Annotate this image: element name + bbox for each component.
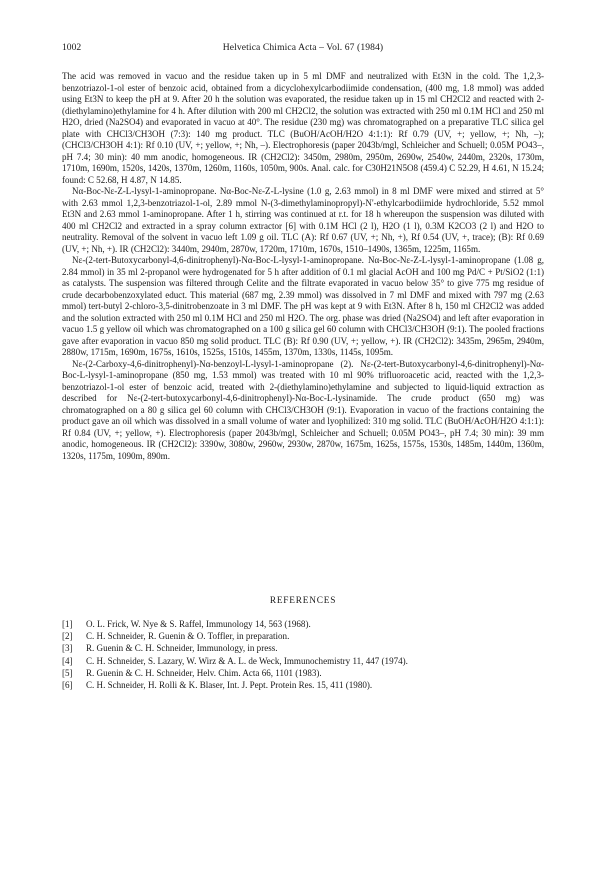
page-number: 1002 — [62, 42, 82, 53]
reference-text: O. L. Frick, W. Nye & S. Raffel, Immunology 14, 563 (1968). — [86, 619, 311, 629]
references-heading: REFERENCES — [269, 596, 337, 606]
reference-number: [4] — [62, 655, 73, 666]
reference-text: R. Guenin & C. H. Schneider, Helv. Chim. Acta 66, 1101 (1983). — [86, 667, 322, 678]
reference-number: [1] — [62, 619, 73, 629]
reference-item — [62, 642, 544, 654]
running-header — [62, 42, 544, 56]
paragraph: The acid was removed in vacuo and the residue taken up in 5 ml DMF and neutralized with Et3N in the cold. The 1,2,3-benzotriazol-1-ol ester of benzoic acid, obtained from a dicyclohexylcarbodiimide condensation, (400 mg, 1.8 mmol) was added using Et3N to keep the pH at 9. After 20 h the solution was evaporated, the residue taken up in 15 ml CH2Cl2 and reacted with 2-(diethylamino)ethylamine for 4 h. After dilution with 200 ml CH2Cl2, the solution was extracted with 250 ml 0.1M HCl and 250 ml H2O, dried (Na2SO4) and evaporated in vacuo at 40°. The residue (230 mg) was chromatographed on a preparative TLC silica gel plate with CHCl3/CH3OH (7:3): 140 mg product. TLC (BuOH/AcOH/H2O 4:1:1): Rf 0.79 (UV, +; yellow, +; Nh, –); (CHCl3/CH3OH 4:1): Rf 0.10 (UV, +; yellow, +; Nh, –). Electrophoresis (paper 2043b/mgl, Schleicher and Schuell; 0.05M PO43–, pH 7.4; 30 min): 40 mm anodic, homogeneous. IR (CH2Cl2): 3450m, 2980m, 2950m, 2690w, 2540w, 2440m, 2320s, 1730m, 1710m, 1690m, 1520s, 1420s, 1370m, 1260m, 1160s, 1050m, 900s. Anal. calc. for C30H21N5O8 (459.4) C 52.29, H 4.61, N 15.24; found: C 52.68, H 4.87, N 14.85. — [62, 71, 544, 185]
journal-title: Helvetica Chimica Acta – Vol. 67 (1984) — [222, 42, 384, 53]
paragraph: Nε-(2-tert-Butoxycarbonyl-4,6-dinitrophenyl)-Nα-Boc-L-lysyl-1-aminopropane. Nα-Boc-Nε-Z-L-lysyl-1-aminopropane (1.08 g, 2.84 mmol) in 35 ml 2-propanol were hydrogenated for 5 h after addition of 0.1 ml glacial AcOH and 100 mg Pd/C + Pt/SiO2 (1:1) as catalysts. The suspension was filtered through Celite and the filtrate evaporated in vacuo below 35° to give 775 mg residue of crude decarbobenzoxylated educt. This material (687 mg, 2.39 mmol) was dissolved in 7 ml DMF and mixed with 797 mg (2.63 mmol) tert-butyl 2-chloro-3,5-dinitrobenzoate in 3 ml DMF. The pH was kept at 9 with Et3N. After 8 h, 150 ml CH2Cl2 was added and the solution extracted with 250 ml 0.1M HCl and 250 ml H2O. The org. phase was dried (Na2SO4) and left after evaporation in vacuo 1.5 g yellow oil which was chromatographed on a 100 g silica gel 60 column with CHCl3/CH3OH (9:1). The pooled fractions gave after evaporation in vacuo 850 mg solid product. TLC (B): Rf 0.90 (UV, +; yellow, +). IR (CH2Cl2): 3435m, 2965m, 2940m, 2880w, 1715m, 1690m, 1675s, 1610s, 1525s, 1510s, 1455m, 1370m, 1330s, 1145s, 1095m. — [62, 255, 544, 357]
reference-item — [62, 655, 544, 667]
reference-text: C. H. Schneider, S. Lazary, W. Wirz & A. L. de Weck, Immunochemistry 11, 447 (1974). — [86, 655, 408, 666]
reference-number: [5] — [62, 667, 73, 678]
reference-item — [62, 630, 544, 642]
reference-item — [62, 679, 544, 691]
reference-number: [3] — [62, 643, 73, 654]
article-body — [62, 71, 544, 462]
reference-list — [62, 618, 544, 691]
reference-text: R. Guenin & C. H. Schneider, Immunology, in press. — [86, 643, 278, 654]
reference-item — [62, 618, 544, 630]
paragraph: Nε-(2-Carboxy-4,6-dinitrophenyl)-Nα-benzoyl-L-lysyl-1-aminopropane (2). Nε-(2-tert-Butoxycarbonyl-4,6-dinitrophenyl)-Nα-Boc-L-lysyl-1-aminopropane (850 mg, 1.53 mmol) was treated with 10 ml 90% trifluoroacetic acid, reacted with the 1,2,3-benzotriazol-1-ol ester of benzoic acid, treated with 2-(diethylamino)ethylamine and subjected to liquid-liquid extraction as described for Nε-(2-tert-butoxycarbonyl-4,6-dinitrophenyl)-Nα-Boc-L-lysinamide. The crude product (650 mg) was chromatographed on a 80 g silica gel 60 column with CHCl3/CH3OH (9:1). Evaporation in vacuo of the fractions containing the product gave an oil which was dissolved in a small volume of water and lyophilized: 310 mg solid. TLC (BuOH/AcOH/H2O 4:1:1): Rf 0.84 (UV, +; yellow, +). Electrophoresis (paper 2043b/mgl, Schleicher and Schuell; 0.05M PO43–, pH 7.4; 30 min): 39 mm anodic, homogeneous. IR (CH2Cl2): 3390w, 3080w, 2960w, 2930w, 2870w, 1675m, 1625s, 1575s, 1530s, 1485m, 1440m, 1360m, 1320s, 1175m, 1090m, 890m. — [62, 358, 544, 461]
reference-text: C. H. Schneider, R. Guenin & O. Toffler, in preparation. — [86, 631, 290, 642]
reference-item — [62, 667, 544, 679]
reference-text: C. H. Schneider, H. Rolli & K. Blaser, Int. J. Pept. Protein Res. 15, 411 (1980). — [86, 680, 373, 691]
paragraph: Nα-Boc-Nε-Z-L-lysyl-1-aminopropane. Nα-Boc-Nε-Z-L-lysine (1.0 g, 2.63 mmol) in 8 ml DMF were mixed and stirred at 5° with 2.63 mmol 1,2,3-benzotriazol-1-ol, 2.89 mmol N-(3-dimethylaminopropyl)-N'-ethylcarbodiimide hydrochloride, 5.52 mmol Et3N and 2.63 mmol 1-aminopropane. After 1 h, stirring was continued at r.t. for 18 h whereupon the suspension was diluted with 400 ml CH2Cl2 and extracted in a spray column extractor [6] with 0.1M HCl (2 l), H2O (1 l), 0.3M K2CO3 (2 l) and H2O to neutrality. Removal of the solvent in vacuo left 1.09 g oil. TLC (A): Rf 0.67 (UV, +; Nh, +), Rf 0.54 (UV, +, trace); (B): Rf 0.69 (UV, +; Nh, +). IR (CH2Cl2): 3440m, 2940m, 2870w, 1720m, 1710m, 1670s, 1510–1490s, 1365m, 1225m, 1165m. — [62, 186, 544, 254]
reference-number: [6] — [62, 680, 73, 691]
reference-number: [2] — [62, 631, 73, 642]
